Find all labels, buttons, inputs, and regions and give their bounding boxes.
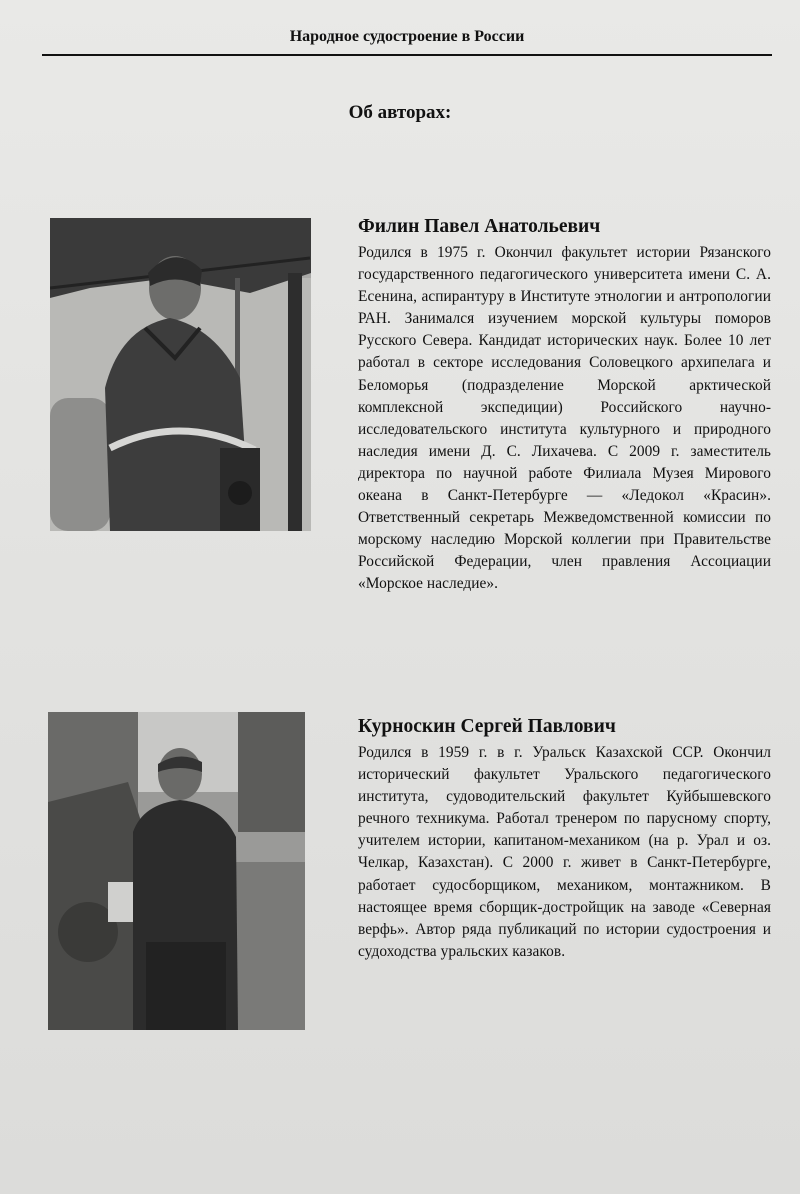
author-photo-kurnoskin xyxy=(48,712,305,1030)
section-title: Об авторах: xyxy=(348,102,452,123)
author-bio-text: Родился в 1959 г. в г. Уральск Казахской ССР. Окончил исторический факультет Уральского педагогического института, судоводительский факультет Куйбышевского речного техникума. Работал тренером по парусному спорту, учителем истории, капитаном-механиком (на р. Урал и оз. Челкар, Казахстан). С 2000 г. живет в Санкт-Петербурге, работает судосборщиком, механиком, монтажником. В настоящее время сборщик-достройщик на заводе «Северная верфь». Автор ряда публикаций по истории судостроения и судоходства уральских казаков. xyxy=(358,744,771,960)
author-bio-text: Родился в 1975 г. Окончил факультет истории Рязанского государственного педагогического университета имени С. А. Есенина, аспирантуру в Институте этнологии и антропологии РАН. Занимался изучением морской культуры поморов Русского Севера. Кандидат исторических наук. Более 10 лет работал в секторе исследования Соловецкого архипелага и Беломорья (подразделение Морской арктической комплексной экспедиции) Российского научно-исследовательского института культурного и природного наследия имени Д. С. Лихачева. С 2009 г. заместитель директора по научной работе Филиала Музея Мирового океана в Санкт-Петербурге — «Ледокол «Красин». Ответственный секретарь Межведомственной комиссии по морскому наследию Морской коллегии при Правительстве Российской Федерации, член правления Ассоциации «Морское наследие». xyxy=(358,244,771,593)
header-rule xyxy=(42,54,772,56)
author-name: Курноскин Сергей Павлович xyxy=(358,716,616,737)
author-name: Филин Павел Анатольевич xyxy=(358,216,601,237)
author-bio-filin xyxy=(358,214,771,596)
running-head: Народное судостроение в России xyxy=(289,28,525,45)
author-photo-filin xyxy=(50,218,311,531)
author-bio-kurnoskin xyxy=(358,714,771,963)
